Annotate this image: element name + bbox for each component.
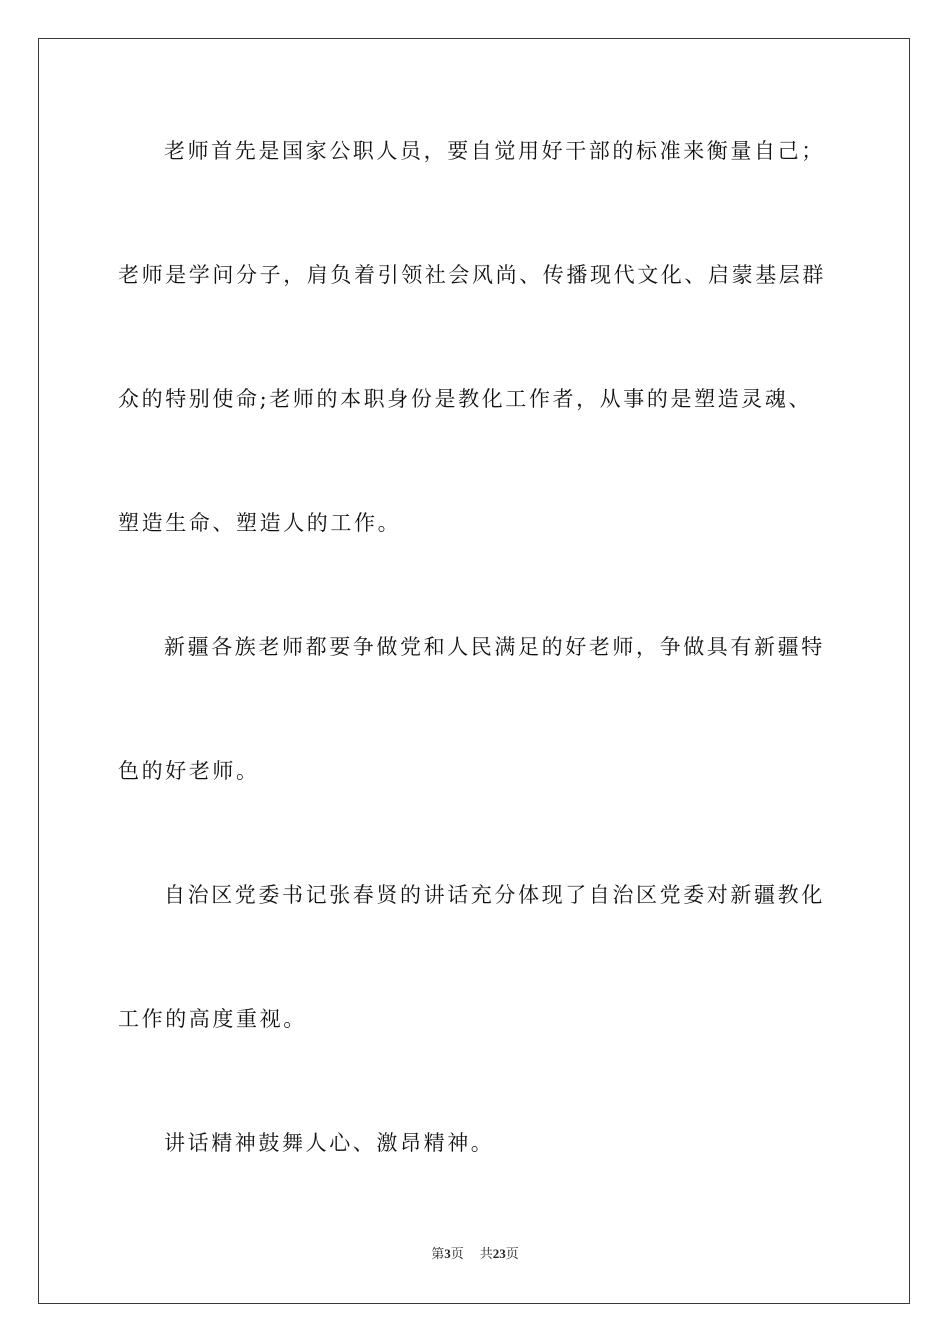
page-border	[38, 38, 910, 1304]
page-footer	[0, 1246, 950, 1262]
paragraph-2-line-1: 新疆各族老师都要争做党和人民满足的好老师，争做具有新疆特	[164, 635, 825, 659]
paragraph-4-line-1: 讲话精神鼓舞人心、激昂精神。	[164, 1131, 495, 1155]
paragraph-1-line-2: 老师是学问分子，肩负着引领社会风尚、传播现代文化、启蒙基层群	[118, 263, 826, 287]
total-label-prefix: 共	[479, 1246, 493, 1261]
page-label-suffix: 页	[450, 1246, 464, 1261]
paragraph-1-line-3: 众的特别使命;老师的本职身份是教化工作者，从事的是塑造灵魂、	[118, 387, 813, 411]
paragraph-1-line-1: 老师首先是国家公职人员，要自觉用好干部的标准来衡量自己；	[164, 139, 825, 163]
total-pages: 23	[492, 1246, 506, 1261]
total-label-suffix: 页	[505, 1246, 519, 1261]
page-label-prefix: 第	[431, 1246, 445, 1261]
page-number: 3	[444, 1246, 451, 1261]
paragraph-3-line-1: 自治区党委书记张春贤的讲话充分体现了自治区党委对新疆教化	[164, 883, 825, 907]
paragraph-3-line-2: 工作的高度重视。	[118, 1007, 307, 1031]
paragraph-1-line-4: 塑造生命、塑造人的工作。	[118, 511, 402, 535]
paragraph-2-line-2: 色的好老师。	[118, 759, 260, 783]
